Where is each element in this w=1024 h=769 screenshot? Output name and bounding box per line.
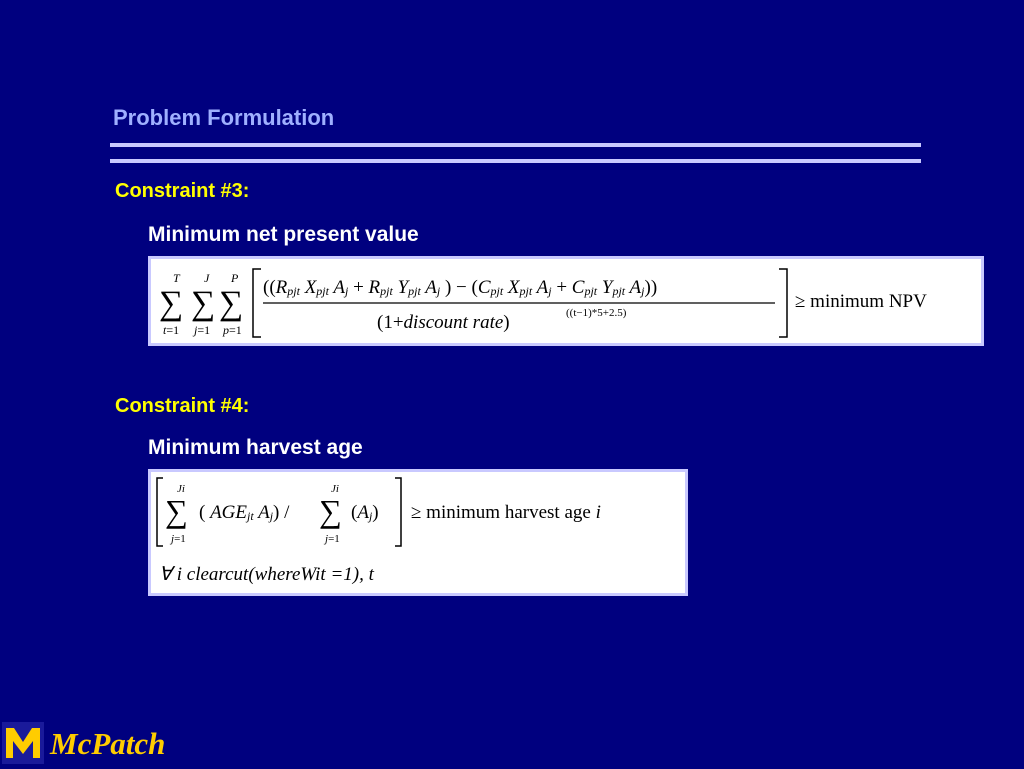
svg-text:(Aj): (Aj) xyxy=(351,502,379,523)
svg-text:j=1: j=1 xyxy=(171,533,186,545)
svg-text:j=1: j=1 xyxy=(325,533,340,545)
svg-text:T: T xyxy=(173,271,180,285)
npv-formula-box xyxy=(148,256,984,346)
svg-text:∑: ∑ xyxy=(219,285,244,322)
constraint-4-subtitle: Minimum harvest age xyxy=(148,436,363,459)
harvest-rhs: ≥ minimum harvest age xyxy=(411,502,591,523)
svg-text:∑: ∑ xyxy=(191,285,216,322)
svg-text:∑: ∑ xyxy=(165,493,188,529)
svg-text:P: P xyxy=(231,271,239,285)
title-rule-bottom xyxy=(110,159,921,163)
npv-exponent: ((t−1)*5+2.5) xyxy=(566,307,627,319)
svg-text:((Rpjt Xpjt Aj + Rpjt Ypjt Aj: ((Rpjt Xpjt Aj + Rpjt Ypjt Aj ) − (Cpjt Xpjt Aj + Cpjt Ypjt Aj)) xyxy=(263,277,658,298)
svg-text:Ji: Ji xyxy=(331,483,339,495)
harvest-age-formula-box xyxy=(148,469,688,596)
svg-text:p=1: p=1 xyxy=(223,323,242,337)
svg-text:t=1: t=1 xyxy=(163,323,180,337)
constraint-4-heading: Constraint #4: xyxy=(115,395,250,417)
slide-title: Problem Formulation xyxy=(113,105,335,130)
svg-text:J: J xyxy=(204,271,210,285)
constraint-3-subtitle: Minimum net present value xyxy=(148,223,419,246)
constraint-3-heading: Constraint #3: xyxy=(115,180,250,202)
svg-text:∑: ∑ xyxy=(319,493,342,529)
title-rule-top xyxy=(110,143,921,147)
svg-text:( AGEjt Aj) /: ( AGEjt Aj) / xyxy=(199,502,290,523)
brand-name: McPatch xyxy=(50,726,166,761)
npv-rhs: ≥ minimum NPV xyxy=(795,291,927,312)
svg-text:∑: ∑ xyxy=(159,285,184,322)
svg-text:Ji: Ji xyxy=(177,483,185,495)
mcpatch-logo xyxy=(2,722,44,764)
svg-text:j=1: j=1 xyxy=(194,323,211,337)
harvest-quantifier: ∀ i clearcut(whereWit =1), t xyxy=(159,564,374,585)
svg-text:≥ minimum harvest age i: ≥ minimum harvest age i xyxy=(411,502,601,523)
discount-rate-text: discount rate xyxy=(403,312,504,333)
svg-text:(1+discount rate): (1+discount rate) xyxy=(377,312,510,333)
